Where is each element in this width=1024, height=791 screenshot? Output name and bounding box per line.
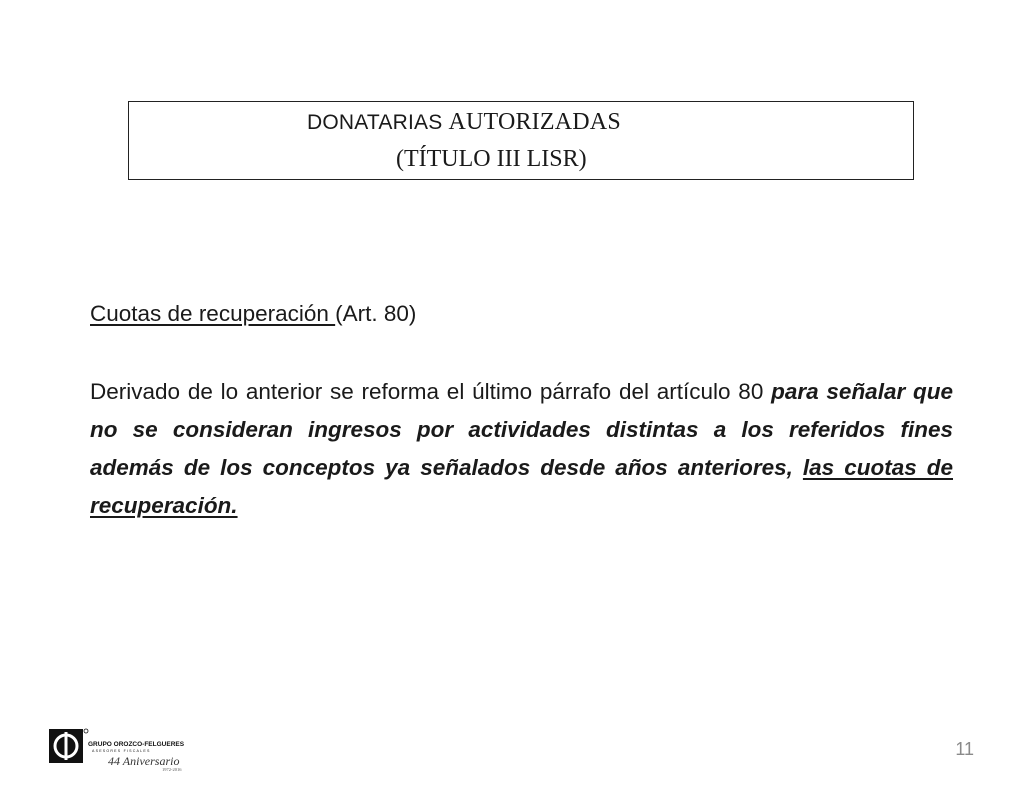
paragraph-plain: Derivado de lo anterior se reforma el último párrafo del artículo 80 [90,379,772,404]
section-heading [90,295,953,333]
logo-anniversary: 44 Aniversario [108,754,180,768]
page-number: 11 [955,739,974,759]
logo-tagline: ASESORES FISCALES [92,749,151,753]
phi-logo-icon [48,727,198,773]
slide-subtitle: (TÍTULO III LISR) [396,146,587,172]
heading-reference: (Art. 80) [335,301,417,326]
body-paragraph [90,373,953,525]
slide-body [90,295,953,525]
logo-company-name: GRUPO OROZCO-FELGUERES [88,741,185,748]
company-logo [48,727,198,773]
title-box [128,101,914,180]
heading-underlined: Cuotas de recuperación [90,301,336,326]
logo-years: 1972-2016 [162,767,182,772]
title-part-1: DONATARIAS [307,111,449,134]
title-part-2: AUTORIZADAS [448,109,621,135]
slide-title [307,108,621,136]
paragraph-emphasis: para señalar que no se consideran ingresos por actividades distintas a los referidos fines además de los conceptos ya señalados desde años anteriores, [90,379,953,480]
paragraph-emphasis-underlined: las cuotas de recuperación. [90,455,953,518]
